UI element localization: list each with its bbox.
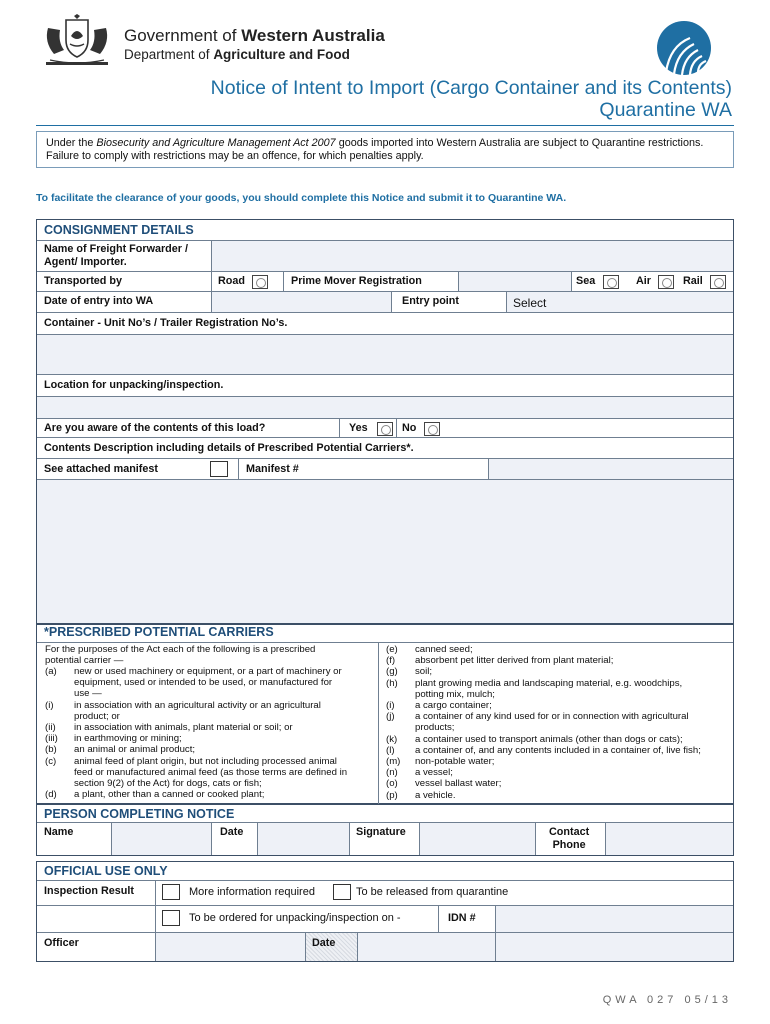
carrier-code: (n) bbox=[386, 767, 398, 779]
freight-forwarder-label: Name of Freight Forwarder / Agent/ Importer. bbox=[44, 243, 188, 268]
page-header bbox=[0, 0, 770, 78]
carrier-text: potting mix, mulch; bbox=[415, 688, 495, 700]
official-date-label: Date bbox=[312, 937, 336, 949]
carrier-text: soil; bbox=[415, 666, 433, 678]
contents-description-label: Contents Description including details of Prescribed Potential Carriers*. bbox=[44, 442, 414, 454]
carrier-text: an animal or animal product; bbox=[74, 744, 196, 756]
carrier-text: products; bbox=[415, 722, 455, 734]
manifest-number-label: Manifest # bbox=[246, 463, 299, 475]
rail-radio[interactable] bbox=[710, 275, 726, 289]
officer-label: Officer bbox=[44, 937, 79, 949]
carrier-text: a vessel; bbox=[415, 767, 453, 779]
carrier-text: absorbent pet litter derived from plant material; bbox=[415, 655, 614, 667]
name-label: Name bbox=[44, 826, 74, 838]
prime-mover-input[interactable] bbox=[458, 272, 571, 291]
name-input[interactable] bbox=[111, 823, 211, 855]
carrier-text: a vehicle. bbox=[415, 789, 456, 801]
signature-input[interactable] bbox=[419, 823, 535, 855]
intro-box: Under the Biosecurity and Agriculture Management Act 2007 goods imported into Western Australia are subject to Quarantine restrictions. Failure to comply with restrictions may be an offence, for which penalties apply. bbox=[36, 131, 734, 168]
carrier-text: in association with animals, plant material or soil; or bbox=[74, 722, 293, 733]
carrier-text: plant growing media and landscaping material, e.g. woodchips, bbox=[415, 677, 683, 689]
carrier-text: equipment, used or intended to be used, or manufactured for bbox=[74, 677, 333, 689]
date-label: Date bbox=[220, 826, 244, 838]
carrier-code: (iii) bbox=[45, 733, 58, 745]
transported-by-label: Transported by bbox=[44, 275, 122, 287]
idn-label: IDN # bbox=[448, 912, 476, 924]
road-label: Road bbox=[218, 275, 245, 287]
carrier-code: (d) bbox=[45, 789, 57, 801]
carrier-code: (e) bbox=[386, 644, 398, 655]
official-use-section bbox=[36, 861, 734, 962]
entry-point-select[interactable] bbox=[506, 292, 733, 312]
entry-point-label: Entry point bbox=[402, 295, 459, 307]
air-radio[interactable] bbox=[658, 275, 674, 289]
carriers-left-column bbox=[45, 644, 375, 804]
freight-forwarder-input[interactable] bbox=[211, 241, 733, 271]
facilitate-note: To facilitate the clearance of your goods, you should complete this Notice and submit it to Quarantine WA. bbox=[36, 192, 567, 204]
consignment-details-section bbox=[36, 219, 734, 624]
date-input[interactable] bbox=[257, 823, 349, 855]
carriers-intro: potential carrier — bbox=[45, 655, 124, 666]
carrier-code: (h) bbox=[386, 677, 398, 689]
section-heading: OFFICIAL USE ONLY bbox=[44, 864, 168, 878]
prime-mover-label: Prime Mover Registration bbox=[291, 275, 422, 287]
carrier-code: (p) bbox=[386, 789, 398, 801]
carrier-text: a container of, and any contents included in a container of, live fish; bbox=[415, 744, 701, 756]
carrier-text: animal feed of plant origin, but not including processed animal bbox=[74, 755, 337, 767]
coat-of-arms-icon bbox=[40, 14, 114, 70]
carrier-code: (a) bbox=[45, 666, 57, 677]
government-name: Government of Western Australia bbox=[124, 26, 385, 45]
carrier-code: (o) bbox=[386, 778, 398, 790]
inspection-result-label: Inspection Result bbox=[44, 885, 134, 897]
see-manifest-checkbox[interactable] bbox=[210, 461, 228, 477]
container-label: Container - Unit No’s / Trailer Registration No’s. bbox=[44, 317, 288, 329]
carrier-text: a container of any kind used for or in connection with agricultural bbox=[415, 711, 689, 723]
contact-phone-input[interactable] bbox=[605, 823, 733, 855]
prescribed-carriers-section bbox=[36, 624, 734, 804]
contents-description-input[interactable] bbox=[37, 479, 733, 623]
carrier-text: non-potable water; bbox=[415, 756, 495, 767]
carrier-text: in association with an agricultural activity or an agricultural bbox=[74, 699, 321, 711]
sea-radio[interactable] bbox=[603, 275, 619, 289]
ordered-label: To be ordered for unpacking/inspection on - bbox=[189, 912, 401, 924]
see-manifest-label: See attached manifest bbox=[44, 463, 159, 475]
official-date-input[interactable] bbox=[357, 933, 495, 961]
department-name: Department of Agriculture and Food bbox=[124, 47, 350, 62]
section-heading: PERSON COMPLETING NOTICE bbox=[44, 807, 235, 821]
carrier-text: canned seed; bbox=[415, 644, 473, 655]
release-checkbox[interactable] bbox=[333, 884, 351, 900]
carrier-code: (f) bbox=[386, 655, 396, 667]
contact-phone-label: Contact Phone bbox=[549, 826, 590, 851]
location-input[interactable] bbox=[37, 396, 733, 418]
entry-point-value: Select bbox=[513, 296, 547, 310]
page-title: Notice of Intent to Import (Cargo Container and its Contents) Quarantine WA bbox=[210, 77, 732, 121]
date-of-entry-input[interactable] bbox=[211, 292, 391, 312]
person-completing-section bbox=[36, 804, 734, 856]
form-code: QWA 027 05/13 bbox=[602, 994, 732, 1006]
air-label: Air bbox=[636, 275, 651, 287]
carrier-code: (k) bbox=[386, 733, 398, 745]
carrier-text: a container used to transport animals (other than dogs or cats); bbox=[415, 733, 683, 745]
carrier-code: (b) bbox=[45, 744, 57, 756]
carrier-text: a plant, other than a canned or cooked plant; bbox=[74, 789, 265, 801]
carrier-text: feed or manufactured animal feed (as those terms are defined in bbox=[74, 766, 348, 778]
carrier-text: product; or bbox=[74, 710, 120, 722]
release-label: To be released from quarantine bbox=[356, 886, 509, 898]
yes-radio[interactable] bbox=[377, 422, 393, 436]
carrier-text: new or used machinery or equipment, or a part of machinery or bbox=[74, 666, 342, 677]
manifest-number-input[interactable] bbox=[488, 459, 733, 479]
date-of-entry-label: Date of entry into WA bbox=[44, 295, 154, 307]
signature-label: Signature bbox=[356, 826, 406, 838]
department-logo-icon bbox=[654, 20, 714, 76]
carrier-text: section 9(2) of the Act) for dogs, cats or fish; bbox=[74, 777, 262, 789]
sea-label: Sea bbox=[576, 275, 596, 287]
carriers-intro: For the purposes of the Act each of the following is a prescribed bbox=[45, 644, 316, 655]
road-radio[interactable] bbox=[252, 275, 268, 289]
official-notes-input[interactable] bbox=[495, 933, 733, 961]
carrier-text: in earthmoving or mining; bbox=[74, 733, 182, 745]
carriers-right-column bbox=[386, 644, 726, 804]
more-info-label: More information required bbox=[189, 886, 315, 898]
carrier-code: (ii) bbox=[45, 722, 56, 733]
carrier-text: a cargo container; bbox=[415, 700, 492, 711]
carrier-text: vessel ballast water; bbox=[415, 778, 502, 790]
carrier-code: (j) bbox=[386, 711, 395, 723]
no-radio[interactable] bbox=[424, 422, 440, 436]
aware-contents-label: Are you aware of the contents of this load? bbox=[44, 422, 266, 434]
carrier-code: (g) bbox=[386, 666, 398, 678]
yes-label: Yes bbox=[349, 422, 368, 434]
more-info-checkbox[interactable] bbox=[162, 884, 180, 900]
no-label: No bbox=[402, 422, 417, 434]
location-label: Location for unpacking/inspection. bbox=[44, 379, 224, 391]
carrier-code: (i) bbox=[45, 699, 54, 711]
carrier-code: (l) bbox=[386, 744, 395, 756]
carrier-code: (i) bbox=[386, 700, 395, 711]
idn-input[interactable] bbox=[495, 906, 733, 932]
ordered-checkbox[interactable] bbox=[162, 910, 180, 926]
carrier-text: use — bbox=[74, 688, 102, 700]
carrier-code: (c) bbox=[45, 755, 57, 767]
carrier-code: (m) bbox=[386, 756, 401, 767]
container-input[interactable] bbox=[37, 334, 733, 374]
section-heading: *PRESCRIBED POTENTIAL CARRIERS bbox=[44, 625, 274, 639]
officer-input[interactable] bbox=[155, 933, 305, 961]
rail-label: Rail bbox=[683, 275, 703, 287]
section-heading: CONSIGNMENT DETAILS bbox=[44, 223, 194, 237]
title-divider bbox=[36, 125, 734, 126]
